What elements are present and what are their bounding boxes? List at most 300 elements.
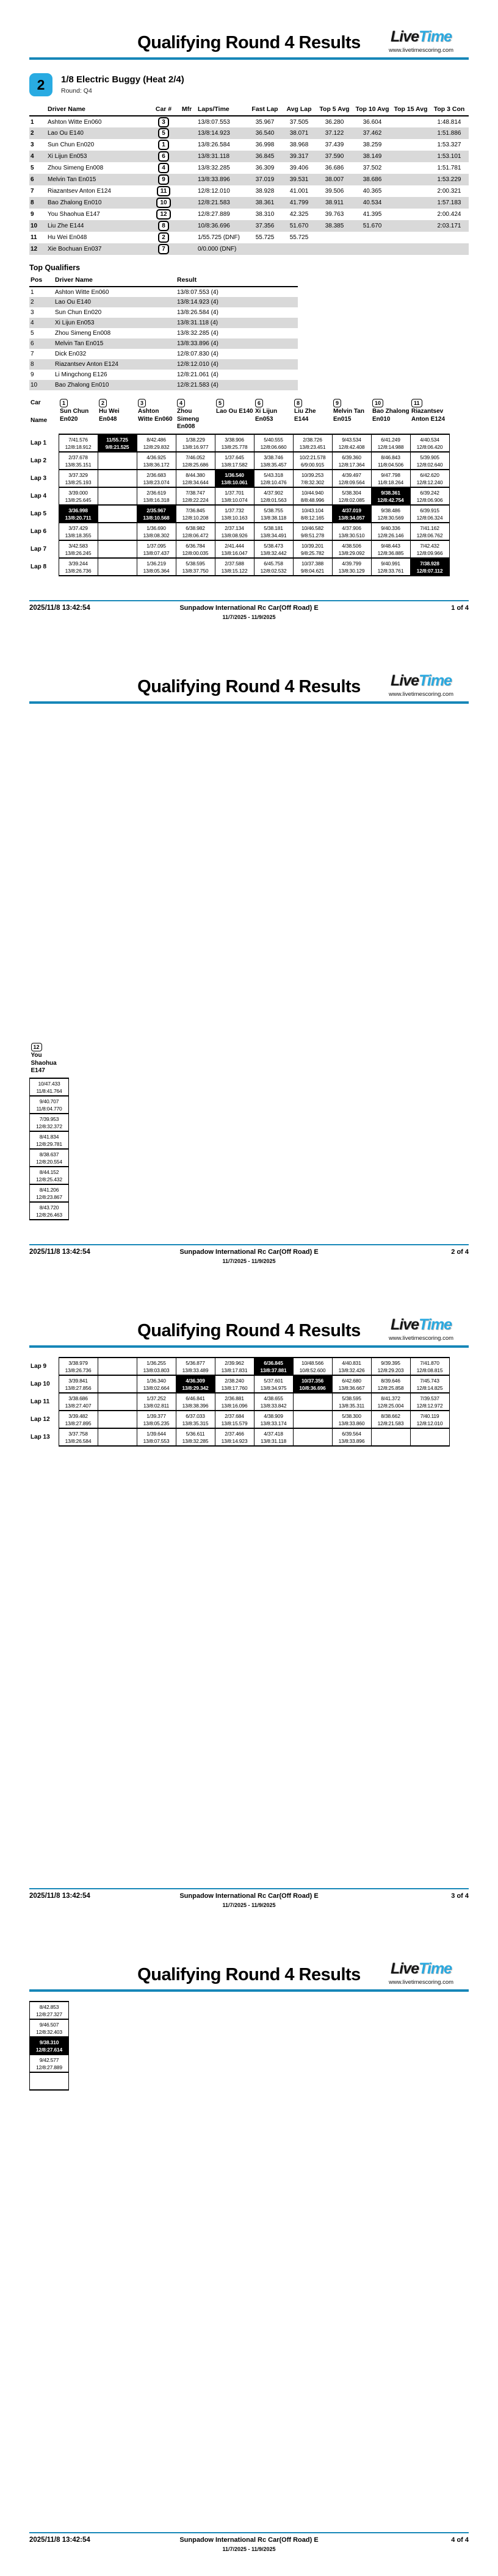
lap-position-time: 1/37.645 [225,454,244,460]
lap-position-time: 2/37.684 [225,1412,244,1419]
top-qualifier-driver: Zhou Simeng En008 [55,330,111,337]
lap-cell [176,1411,215,1428]
result-top3-consecutive: 2:00.321 [437,188,461,195]
lap-cell [98,1428,137,1446]
lap-cell [215,505,254,523]
lap-count-total-time: 13/8:14.923 [221,1437,248,1444]
top-qualifier-driver: Ashton Witte En060 [55,288,109,296]
footer-event-dates: 11/7/2025 - 11/9/2025 [222,1258,276,1264]
result-car-cell [150,174,177,185]
top-qualifier-row [29,328,298,338]
car-number-badge: 1 [158,140,169,150]
lap-cell [137,1358,176,1375]
grid-car-cell [137,398,176,408]
lap-position-time: 5/43.318 [264,471,283,478]
result-driver-name: Bao Zhalong En010 [48,199,102,206]
lap-cell [293,1428,332,1446]
lap-chart-overflow-page4 [29,2001,69,2091]
lap-count-total-time: 12/8:36.885 [377,549,404,556]
top-qualifiers-column-header: Result [176,275,298,287]
lap-count-total-time: 13/8:10.163 [221,514,248,521]
lap-count-total-time: 12/8:00.035 [182,549,209,556]
lap-count-total-time: 10/8:52.600 [299,1367,326,1373]
top-qualifier-driver: Sun Chun En020 [55,309,102,316]
lap-position-time: 4/37.906 [342,524,361,531]
result-driver-name: Ashton Witte En060 [48,118,102,126]
lap-cell [176,558,215,576]
page-2 [0,644,498,1288]
lap-cell [371,487,410,505]
top-qualifier-row [29,380,298,390]
top-qualifier-result: 12/8:21.583 (4) [177,382,218,388]
top-qualifier-row [29,287,298,297]
grid-body-p1 [29,434,449,576]
lap-position-time: 5/38.304 [342,489,361,496]
lap-cell [176,505,215,523]
lap-count-total-time: 8/8:48.996 [300,496,325,503]
lap-count-total-time: 13/8:35.311 [338,1402,365,1409]
lap-count-total-time: 13/8:16.977 [182,443,209,450]
lap-position-time: 9/46.507 [39,2021,59,2028]
lap-position-time: 10/37.388 [301,560,323,567]
lap-cell [254,487,293,505]
top-qualifier-row [29,297,298,307]
result-top15-avg [392,243,430,255]
lap-count-total-time: 13/8:35.151 [65,461,92,468]
lap-count-total-time: 13/8:35.457 [260,461,287,468]
lap-count-total-time: 13/8:08.302 [143,532,170,538]
results-body [29,116,469,255]
lap-count-total-time: 13/8:30.510 [338,532,365,538]
result-position: 9 [31,211,34,218]
lap-cell [98,523,137,540]
lap-row [30,2002,69,2019]
lap-position-time: 7/41.162 [420,524,439,531]
lap-count-total-time: 13/8:34.491 [260,532,287,538]
result-laps-time: 13/8:14.923 [198,130,230,137]
footer-event-dates: 11/7/2025 - 11/9/2025 [222,1902,276,1908]
lap-cell [410,1428,449,1446]
lap-label: Lap 8 [31,564,47,570]
result-top5-avg [316,243,353,255]
lap-cell [371,1358,410,1375]
result-mfr [177,139,197,151]
lap-count-total-time: 12/8:06.762 [416,532,443,538]
top-qualifier-position: 4 [31,320,34,326]
lap-cell [410,487,449,505]
lap-count-total-time: 13/8:25.778 [221,443,248,450]
car-number-badge: 8 [158,221,169,231]
lap-count-total-time: 12/8:33.761 [377,567,404,574]
lap-position-time: 5/38.300 [342,1412,361,1419]
lap-cell [137,1428,176,1446]
lap-row [29,558,449,576]
lap-position-time: 5/38.755 [264,507,283,513]
result-top3-consecutive: 1:53.101 [437,153,461,160]
lap-cell [30,2055,69,2072]
result-top3-consecutive: 1:48.814 [437,118,461,126]
lap-count-total-time: 12/8:10.208 [182,514,209,521]
lap-row [30,1167,69,1184]
lap-cell [254,1393,293,1411]
result-top10-avg: 41.395 [363,211,382,218]
lap-count-total-time: 13/8:10.568 [143,514,170,521]
lap-position-time: 10/39.253 [301,471,323,478]
lap-count-total-time: 13/8:23.451 [299,443,326,450]
lap-position-time: 9/38.310 [39,2039,59,2045]
result-row [29,243,469,255]
livetime-logo [374,673,469,698]
lap-position-time: 3/36.998 [68,507,88,513]
lap-position-time: 7/39.953 [39,1115,59,1122]
lap-cell [215,1375,254,1393]
result-row [29,116,469,127]
result-avg-lap: 39.531 [289,176,309,183]
lap-count-total-time: 12/8:06.420 [416,443,443,450]
lap-position-time: 6/45.758 [264,560,283,567]
lap-position-time: 3/38.746 [264,454,283,460]
lap-position-time: 10/2:21.578 [299,454,326,460]
top-qualifier-result: 12/8:21.061 (4) [177,371,218,378]
lap-cell [254,1358,293,1375]
livetime-logo [374,1961,469,1986]
logo-live-text: Live [391,28,419,45]
grid-car-cell [254,398,293,408]
result-car-cell [150,209,177,220]
top-qualifier-driver: Riazantsev Anton E124 [55,361,118,368]
result-laps-time: 12/8:21.583 [198,199,230,206]
lap-cell [410,434,449,452]
lap-cell [30,2019,69,2037]
result-row [29,139,469,151]
lap-position-time: 7/41.870 [420,1359,439,1366]
lap-cell [137,470,176,487]
result-mfr [177,127,197,139]
lap-position-time: 8/42.486 [146,436,166,443]
result-top15-avg [392,174,430,185]
lap-cell [215,1358,254,1375]
lap-cell [215,540,254,558]
lap-cell [98,558,137,576]
lap-count-total-time: 13/8:32.442 [260,549,287,556]
result-row [29,185,469,197]
lap-position-time: 10/48.566 [301,1359,323,1366]
page-title: Qualifying Round 4 Results [137,33,361,52]
header-rule [29,1345,469,1348]
result-top10-avg: 38.259 [363,141,382,148]
lap-count-total-time: 13/8:26.736 [65,567,92,574]
lap-position-time: 3/39.841 [68,1377,88,1384]
lap-cell [371,540,410,558]
lap-position-time: 7/40.119 [420,1412,439,1419]
lap-count-total-time: 12/8:02.532 [260,567,287,574]
lap-position-time: 2/37.134 [225,524,244,531]
lap-label: Lap 5 [31,510,47,517]
lap-cell [30,2072,69,2090]
footer-event-name: Sunpadow International Rc Car(Off Road) E [179,1248,319,1256]
lap-cell [293,470,332,487]
lap-cell [176,434,215,452]
lap-cell [371,470,410,487]
lap-position-time: 7/41.576 [68,436,88,443]
lap-label: Lap 6 [31,528,47,535]
result-row [29,162,469,174]
lap-row [30,1149,69,1167]
result-top3-consecutive [430,232,469,243]
lap-position-time: 2/38.726 [303,436,322,443]
lap-position-time: 3/39.244 [68,560,88,567]
results-column-header: Mfr [177,104,197,116]
lap-cell [59,1393,98,1411]
lap-cell [30,1131,69,1149]
result-top10-avg [353,243,392,255]
lap-position-time: 9/48.443 [381,542,400,549]
lap-cell [137,505,176,523]
lap-cell [30,1184,69,1202]
result-mfr [177,185,197,197]
lap-cell [98,470,137,487]
lap-row [30,1184,69,1202]
grid-body-p4 [30,2002,69,2090]
result-car-cell [150,116,177,127]
top-qualifiers-column-header: Pos [29,275,54,287]
lap-position-time: 4/39.799 [342,560,361,567]
lap-position-time: 3/38.979 [68,1359,88,1366]
lap-position-time: 2/41.444 [225,542,244,549]
lap-count-total-time: 13/8:27.407 [65,1402,92,1409]
lap-position-time: 9/43.534 [342,436,361,443]
lap-count-total-time: 9/8:25.782 [300,549,325,556]
lap-position-time: 4/38.506 [342,542,361,549]
lap-position-time: 6/37.033 [186,1412,205,1419]
results-header-row [29,104,469,116]
lap-position-time: 7/36.845 [186,507,205,513]
footer-event-name: Sunpadow International Rc Car(Off Road) E [179,2536,319,2544]
lap-cell [176,540,215,558]
lap-position-time: 10/43.104 [301,507,323,513]
lap-cell [371,434,410,452]
result-laps-time: 13/8:26.584 [198,141,230,148]
lap-row [29,452,449,470]
lap-cell [293,487,332,505]
page-header [29,1288,469,1348]
lap-count-total-time: 12/8:29.781 [36,1140,62,1147]
top-qualifier-result: 13/8:14.923 (4) [177,299,218,306]
lap-cell [176,1393,215,1411]
lap-row [29,540,449,558]
car-number-badge: 5 [158,128,169,138]
lap-cell [137,452,176,470]
result-position: 4 [31,153,34,160]
result-top15-avg [392,139,430,151]
grid-body-p3 [29,1358,449,1446]
top-qualifier-result: 13/8:26.584 (4) [177,309,218,316]
top-qualifier-result: 13/8:33.896 (4) [177,340,218,347]
lap-count-total-time: 7/8:32.302 [300,479,325,485]
lap-cell [254,1375,293,1393]
lap-cell [59,434,98,452]
result-driver-name: Lao Ou E140 [48,130,84,137]
result-mfr [177,220,197,232]
livetime-logo-icon [374,1317,469,1333]
lap-position-time: 8/41.372 [381,1395,400,1401]
lap-row [30,1131,69,1149]
lap-position-time: 9/42.577 [39,2056,59,2063]
lap-count-total-time: 13/8:07.437 [143,549,170,556]
lap-position-time: 1/39.644 [146,1430,166,1437]
logo-time-text: Time [419,672,452,689]
lap-label: Lap 3 [31,475,47,482]
result-top15-avg [392,185,430,197]
lap-cell [137,540,176,558]
lap-chart-table-laps9-13 [29,1357,450,1447]
result-car-cell [150,220,177,232]
lap-cell [215,1411,254,1428]
footer-timestamp: 2025/11/8 13:42:54 [29,1248,90,1256]
grid-name-label: Name [31,417,48,424]
result-car-cell [150,232,177,243]
lap-cell [98,1358,137,1375]
lap-cell [137,487,176,505]
car-number-badge: 4 [177,399,185,407]
lap-row [30,1202,69,1220]
logo-time-text: Time [419,1960,452,1977]
lap-position-time: 3/39.482 [68,1412,88,1419]
car-number-badge: 12 [31,1043,42,1051]
lap-position-time: 4/40.534 [420,436,439,443]
top-qualifier-row [29,318,298,328]
lap-position-time: 2/38.240 [225,1377,244,1384]
lap-position-time: 5/36.611 [186,1430,205,1437]
lap-count-total-time: 13/8:17.582 [221,461,248,468]
header-rule [29,701,469,704]
lap-chart-page1 [29,398,450,576]
footer-timestamp: 2025/11/8 13:42:54 [29,1892,90,1900]
lap-count-total-time: 12/8:20.554 [36,1158,62,1165]
heat-section-header [29,73,469,96]
lap-cell [293,1375,332,1393]
lap-position-time: 6/39.242 [420,489,439,496]
lap-cell [332,1358,371,1375]
lap-count-total-time: 13/8:27.856 [65,1384,92,1391]
lap-cell [410,1393,449,1411]
grid-body-p2 [30,1078,69,1220]
top-qualifiers-header-row [29,275,298,287]
lap-cell [30,1078,69,1096]
lap-chart-page3 [29,1357,450,1447]
lap-cell [332,540,371,558]
lap-cell [293,523,332,540]
lap-position-time: 8/41.206 [39,1186,59,1193]
lap-count-total-time: 13/8:15.579 [221,1420,248,1426]
lap-position-time: 1/37.732 [225,507,244,513]
lap-cell [59,452,98,470]
lap-row [30,1078,69,1096]
livetime-logo-icon [374,29,469,45]
lap-cell [410,470,449,487]
top-qualifier-position: 7 [31,351,34,357]
top-qualifiers-section [29,263,469,390]
result-top10-avg: 40.365 [363,188,382,195]
lap-position-time: 10/44.940 [301,489,323,496]
car-number-badge: 5 [216,399,224,407]
result-row [29,220,469,232]
heat-info [61,73,184,95]
lap-position-time: 8/44.152 [39,1168,59,1175]
logo-time-text: Time [419,1316,452,1333]
lap-cell [254,434,293,452]
top-qualifiers-body [29,287,298,390]
lap-cell [98,487,137,505]
lap-position-time: 3/39.000 [68,489,88,496]
lap-row [30,2037,69,2055]
result-top3-consecutive: 1:53.229 [437,176,461,183]
lap-count-total-time: 13/8:17.760 [221,1384,248,1391]
top-qualifier-position: 5 [31,330,34,337]
result-row [29,174,469,185]
lap-position-time: 6/42.680 [342,1377,361,1384]
footer-page-number: 1 of 4 [451,604,469,612]
lap-count-total-time: 11/8:04.506 [377,461,404,468]
result-position: 5 [31,165,34,171]
lap-row [29,505,449,523]
footer-event-block [133,1248,365,1264]
result-top15-avg [392,220,430,232]
lap-position-time: 2/39.962 [225,1359,244,1366]
lap-row [29,523,449,540]
result-mfr [177,162,197,174]
result-driver-name: You Shaohua E147 [48,211,100,218]
lap-count-total-time: 13/8:38.118 [260,514,287,521]
top-qualifier-driver: Xi Lijun En053 [55,320,95,326]
lap-count-total-time: 13/8:29.342 [182,1384,209,1391]
lap-count-total-time: 12/8:25.004 [377,1402,404,1409]
lap-position-time: 4/36.309 [186,1377,205,1384]
grid-driver-name: Riazantsev Anton E124 [411,408,446,423]
lap-count-total-time: 13/8:10.061 [221,479,248,485]
lap-count-total-time: 13/8:16.318 [143,496,170,503]
lap-position-time: 10/47.433 [38,1080,60,1087]
results-column-header: Laps/Time [197,104,248,116]
lap-count-total-time: 12/8:02.640 [416,461,443,468]
lap-count-total-time: 13/8:05.235 [143,1420,170,1426]
grid-driver-name: Ashton Witte En060 [138,408,173,423]
result-avg-lap: 41.799 [289,199,309,206]
result-row [29,151,469,162]
result-driver-name: Xie Bochuan En037 [48,246,102,252]
result-top5-avg: 38.911 [325,199,344,206]
lap-count-total-time: 13/8:29.092 [338,549,365,556]
lap-cell [59,1428,98,1446]
lap-cell [332,487,371,505]
lap-row [29,1358,449,1375]
car-number-badge: 10 [156,198,170,208]
lap-position-time: 3/42.583 [68,542,88,549]
lap-count-total-time: 13/8:33.489 [182,1367,209,1373]
heat-round: Round: Q4 [61,87,92,95]
result-driver-name: Liu Zhe E144 [48,223,84,229]
result-row [29,127,469,139]
lap-position-time: 3/37.758 [68,1430,88,1437]
lap-row [30,2055,69,2072]
lap-count-total-time: 13/8:38.396 [182,1402,209,1409]
result-avg-lap: 55.725 [289,234,309,241]
lap-count-total-time: 12/8:27.889 [36,2064,62,2070]
result-top5-avg: 36.280 [325,118,344,126]
lap-count-total-time: 12/8:26.463 [36,1211,62,1218]
lap-cell [215,558,254,576]
page-title: Qualifying Round 4 Results [137,1965,361,1984]
